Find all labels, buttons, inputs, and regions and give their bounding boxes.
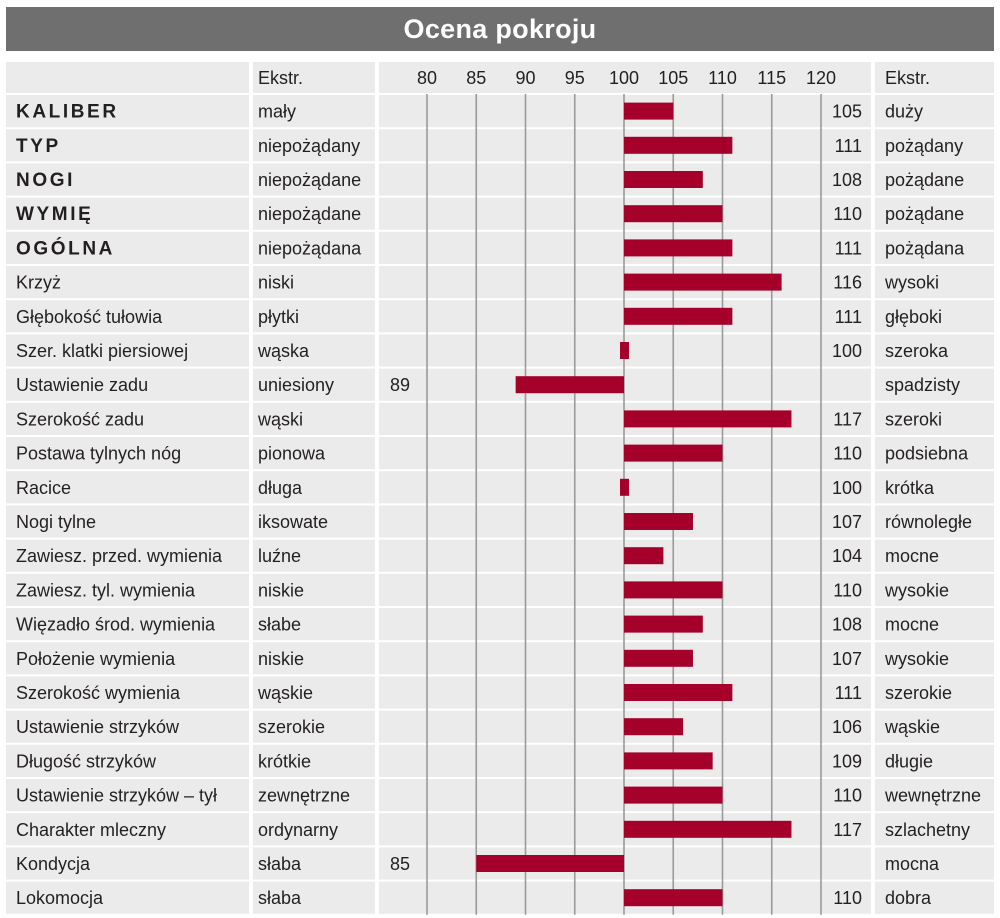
high-extreme-label: głęboki: [885, 306, 943, 327]
bar: [624, 616, 703, 633]
high-extreme-label: pożądana: [885, 238, 965, 259]
trait-label: WYMIĘ: [16, 204, 94, 226]
bar: [624, 581, 723, 598]
trait-label: KALIBER: [16, 101, 119, 123]
low-extreme-label: słaba: [258, 888, 302, 909]
high-extreme-label: spadzisty: [885, 375, 961, 396]
bar: [624, 650, 693, 667]
low-extreme-label: słabe: [258, 614, 302, 635]
value-label: 117: [833, 409, 862, 430]
bar: [624, 308, 732, 325]
bar: [620, 479, 629, 496]
high-extreme-label: dobra: [885, 888, 932, 909]
value-label: 108: [831, 614, 862, 635]
high-extreme-label: szlachetny: [885, 819, 971, 840]
high-extreme-label: wewnętrzne: [885, 785, 982, 806]
value-label: 89: [389, 375, 410, 396]
high-extreme-label: mocne: [885, 614, 940, 635]
value-label: 110: [833, 204, 862, 225]
value-label: 117: [833, 819, 862, 840]
value-label: 105: [831, 101, 862, 122]
trait-label: Racice: [16, 477, 72, 498]
high-extreme-label: pożądany: [885, 135, 964, 156]
low-extreme-label: wąska: [258, 341, 310, 361]
header-left-extreme: Ekstr.: [258, 68, 304, 88]
value-label: 109: [831, 751, 862, 772]
trait-label: NOGI: [16, 170, 75, 191]
bar: [624, 137, 732, 154]
bar: [624, 205, 723, 222]
low-extreme-label: uniesiony: [258, 375, 335, 396]
high-extreme-label: szeroka: [885, 341, 949, 361]
trait-label: Długość strzyków: [16, 751, 157, 772]
high-extreme-label: duży: [885, 101, 924, 122]
bar: [624, 171, 703, 188]
x-tick-label: 95: [564, 68, 585, 88]
low-extreme-label: szerokie: [258, 717, 326, 738]
value-label: 100: [831, 477, 862, 498]
low-extreme-label: niepożądane: [258, 170, 362, 190]
bar: [624, 821, 791, 838]
bar: [624, 547, 663, 564]
low-extreme-label: niepożądane: [258, 204, 362, 225]
bar: [624, 513, 693, 530]
trait-label: Szerokość zadu: [16, 409, 145, 430]
low-extreme-label: niepożądana: [258, 238, 362, 259]
high-extreme-label: krótka: [885, 477, 935, 498]
low-extreme-label: wąski: [258, 409, 304, 430]
trait-label: OGÓLNA: [16, 238, 115, 260]
low-extreme-label: mały: [258, 101, 297, 122]
high-extreme-label: wysokie: [885, 580, 950, 601]
low-extreme-label: iksowate: [258, 512, 329, 532]
value-label: 104: [831, 546, 862, 567]
trait-label: Zawiesz. tyl. wymienia: [16, 580, 196, 601]
trait-label: Ustawienie strzyków: [16, 717, 180, 738]
bar: [624, 752, 713, 769]
bar: [624, 684, 732, 701]
trait-label: Ustawienie strzyków – tył: [16, 785, 218, 806]
trait-label: Kondycja: [16, 854, 91, 874]
value-label: 107: [831, 648, 862, 669]
x-tick-label: 100: [608, 68, 640, 88]
bar: [624, 889, 723, 906]
trait-label: Lokomocja: [16, 888, 104, 909]
low-extreme-label: niskie: [258, 648, 305, 669]
low-extreme-label: płytki: [258, 306, 300, 327]
row-band: [6, 369, 994, 401]
high-extreme-label: wąskie: [885, 717, 941, 738]
bar: [624, 239, 732, 256]
bar: [624, 787, 723, 804]
value-label: 110: [833, 785, 862, 806]
high-extreme-label: pożądane: [885, 204, 965, 225]
value-label: 110: [833, 888, 862, 909]
trait-label: TYP: [16, 135, 61, 157]
bar: [620, 342, 629, 359]
low-extreme-label: długa: [258, 477, 303, 498]
value-label: 106: [831, 717, 862, 738]
header-right-extreme: Ekstr.: [885, 68, 931, 88]
trait-label: Ustawienie zadu: [16, 375, 149, 396]
bar: [624, 718, 683, 735]
value-label: 111: [834, 238, 862, 259]
trait-label: Krzyż: [16, 272, 61, 293]
x-tick-label: 105: [658, 68, 689, 88]
high-extreme-label: równoległe: [885, 512, 973, 532]
low-extreme-label: krótkie: [258, 751, 312, 772]
low-extreme-label: zewnętrzne: [258, 785, 351, 806]
x-tick-label: 90: [515, 68, 536, 88]
low-extreme-label: słaba: [258, 854, 302, 874]
low-extreme-label: niepożądany: [258, 135, 361, 156]
chart-title: Ocena pokroju: [6, 7, 994, 51]
x-tick-label: 115: [757, 68, 787, 88]
trait-label: Szer. klatki piersiowej: [16, 341, 189, 361]
high-extreme-label: szerokie: [885, 683, 953, 703]
x-tick-label: 110: [708, 68, 737, 88]
x-tick-label: 80: [416, 68, 438, 88]
bar: [476, 855, 624, 872]
high-extreme-label: pożądane: [885, 170, 965, 190]
trait-label: Charakter mleczny: [16, 819, 167, 840]
value-label: 111: [834, 683, 862, 703]
value-label: 111: [834, 135, 862, 156]
trait-label: Położenie wymienia: [16, 648, 176, 669]
high-extreme-label: mocna: [885, 854, 940, 874]
high-extreme-label: wysokie: [885, 648, 950, 669]
value-label: 107: [831, 512, 862, 532]
trait-label: Więzadło środ. wymienia: [16, 614, 216, 635]
bar: [516, 376, 624, 393]
value-label: 100: [831, 341, 862, 361]
low-extreme-label: niski: [258, 272, 295, 293]
trait-label: Postawa tylnych nóg: [16, 443, 182, 464]
bar: [624, 445, 723, 462]
x-tick-label: 85: [466, 68, 487, 88]
bar: [624, 103, 673, 120]
bar: [624, 410, 791, 427]
high-extreme-label: szeroki: [885, 409, 943, 430]
low-extreme-label: wąskie: [258, 683, 314, 703]
trait-label: Zawiesz. przed. wymienia: [16, 546, 223, 567]
low-extreme-label: pionowa: [258, 443, 326, 464]
trait-label: Szerokość wymienia: [16, 683, 181, 703]
x-tick-label: 120: [805, 68, 837, 88]
high-extreme-label: podsiebna: [885, 443, 969, 464]
value-label: 110: [833, 443, 862, 464]
trait-label: Głębokość tułowia: [16, 306, 163, 327]
value-label: 116: [833, 272, 862, 293]
value-label: 108: [831, 170, 862, 190]
high-extreme-label: wysoki: [885, 272, 940, 293]
low-extreme-label: niskie: [258, 580, 305, 601]
value-label: 85: [389, 854, 410, 874]
value-label: 110: [833, 580, 862, 601]
low-extreme-label: luźne: [258, 546, 302, 567]
trait-label: Nogi tylne: [16, 512, 97, 532]
header-band: [6, 62, 994, 93]
high-extreme-label: długie: [885, 751, 934, 772]
low-extreme-label: ordynarny: [258, 819, 339, 840]
value-label: 111: [834, 306, 862, 327]
bar: [624, 274, 782, 291]
high-extreme-label: mocne: [885, 546, 940, 567]
